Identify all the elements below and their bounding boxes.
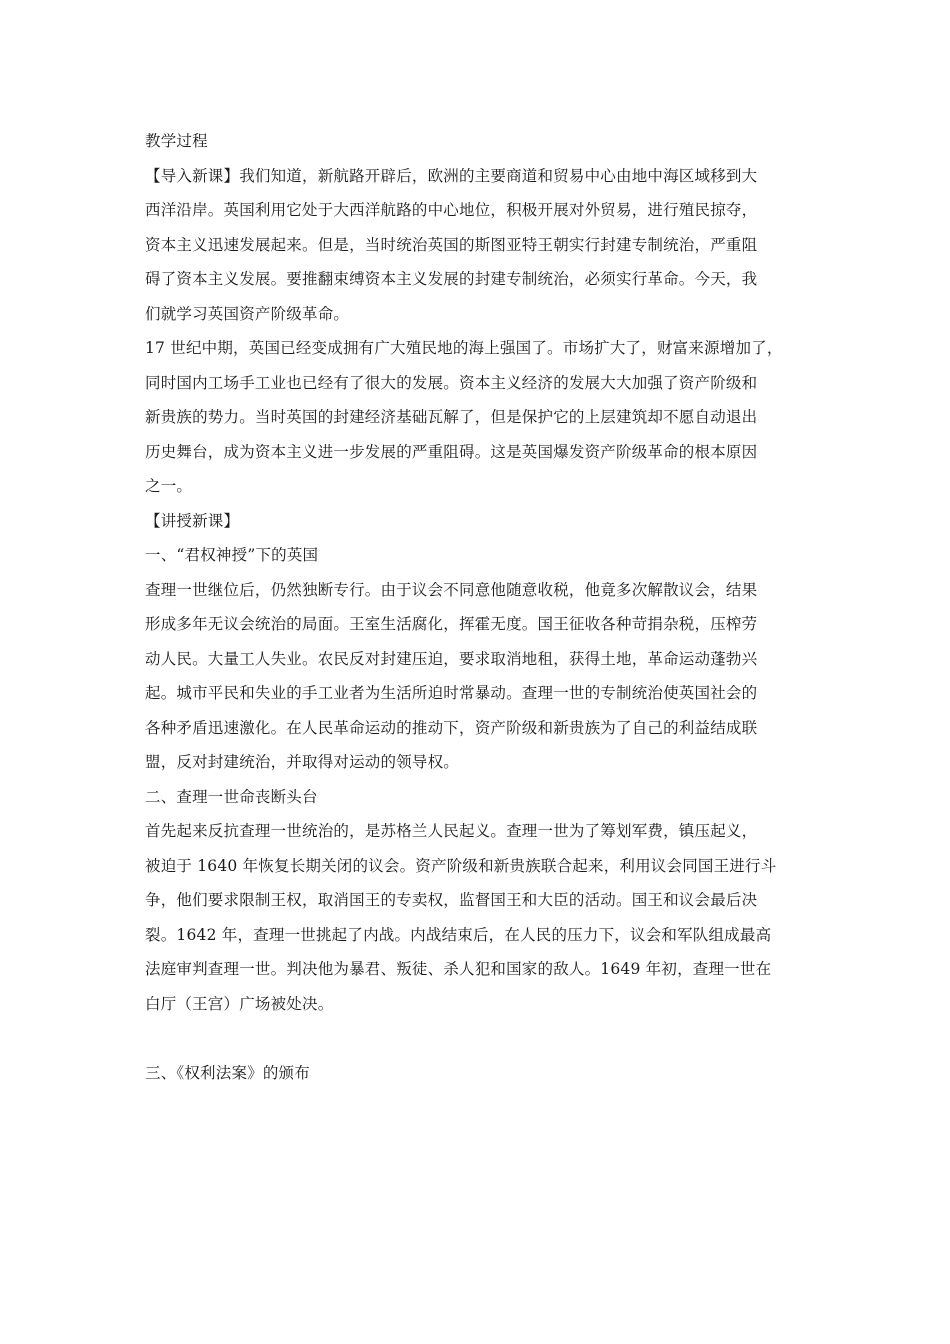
section1-paragraph-line: 查理一世继位后，仍然独断专行。由于议会不同意他随意收税，他竟多次解散议会，结果: [145, 580, 758, 599]
subsection-heading-1: 一、“君权神授”下的英国: [145, 546, 319, 564]
section1-paragraph-line: 盟，反对封建统治，并取得对运动的领导权。: [145, 753, 460, 771]
document-body: [145, 124, 815, 1090]
section2-paragraph-line: 法庭审判查理一世。判决他为暴君、叛徒、杀人犯和国家的敌人。1649 年初，查理一世在: [145, 960, 772, 978]
background-paragraph-line: 17 世纪中期，英国已经变成拥有广大殖民地的海上强国了。市场扩大了，财富来源增加了，: [145, 339, 783, 357]
subsection-heading-3: 三、《权利法案》的颁布: [145, 1063, 310, 1082]
background-paragraph-line: 历史舞台，成为资本主义进一步发展的严重阻碍。这是英国爆发资产阶级革命的根本原因: [145, 442, 758, 461]
subsection-heading-2: 二、查理一世命丧断头台: [145, 787, 318, 806]
section2-paragraph-line: 裂。1642 年，查理一世挑起了内战。内战结束后，在人民的压力下，议会和军队组成最高: [145, 925, 772, 944]
background-paragraph-line: 同时国内工场手工业也已经有了很大的发展。资本主义经济的发展大大加强了资产阶级和: [145, 373, 758, 392]
section1-paragraph-line: 动人民。大量工人失业。农民反对封建压迫，要求取消地租，获得土地，革命运动蓬勃兴: [145, 649, 758, 668]
section-heading-teaching-process: 教学过程: [145, 132, 208, 150]
section1-paragraph-line: 形成多年无议会统治的局面。王室生活腐化，挥霍无度。国王征收各种苛捐杂税，压榨劳: [145, 615, 758, 633]
section-heading-new-lesson: 【讲授新课】: [145, 511, 240, 530]
intro-paragraph-line: 资本主义迅速发展起来。但是，当时统治英国的斯图亚特王朝实行封建专制统治，严重阻: [145, 235, 758, 254]
intro-paragraph-line: 碍了资本主义发展。要推翻束缚资本主义发展的封建专制统治，必须实行革命。今天，我: [145, 270, 758, 288]
intro-paragraph-line: 们就学习英国资产阶级革命。: [145, 304, 350, 323]
section2-paragraph-line: 首先起来反抗查理一世统治的，是苏格兰人民起义。查理一世为了筹划军费，镇压起义，: [145, 822, 758, 840]
section1-paragraph-line: 起。城市平民和失业的手工业者为生活所迫时常暴动。查理一世的专制统治使英国社会的: [145, 684, 758, 702]
section2-paragraph-line: 被迫于 1640 年恢复长期关闭的议会。资产阶级和新贵族联合起来，利用议会同国王进行斗: [145, 856, 777, 875]
section2-paragraph-line: 争，他们要求限制王权，取消国王的专卖权，监督国王和大臣的活动。国王和议会最后决: [145, 891, 758, 909]
blank-line: [145, 1021, 815, 1056]
intro-paragraph-line: 西洋沿岸。英国利用它处于大西洋航路的中心地位，积极开展对外贸易，进行殖民掠夺，: [145, 201, 758, 219]
intro-paragraph-line: 【导入新课】我们知道，新航路开辟后，欧洲的主要商道和贸易中心由地中海区域移到大: [145, 166, 758, 185]
background-paragraph-line: 新贵族的势力。当时英国的封建经济基础瓦解了，但是保护它的上层建筑却不愿自动退出: [145, 408, 758, 426]
section2-paragraph-line: 白厅（王宫）广场被处决。: [145, 994, 334, 1013]
section1-paragraph-line: 各种矛盾迅速激化。在人民革命运动的推动下，资产阶级和新贵族为了自己的利益结成联: [145, 718, 758, 737]
background-paragraph-line: 之一。: [145, 477, 193, 495]
